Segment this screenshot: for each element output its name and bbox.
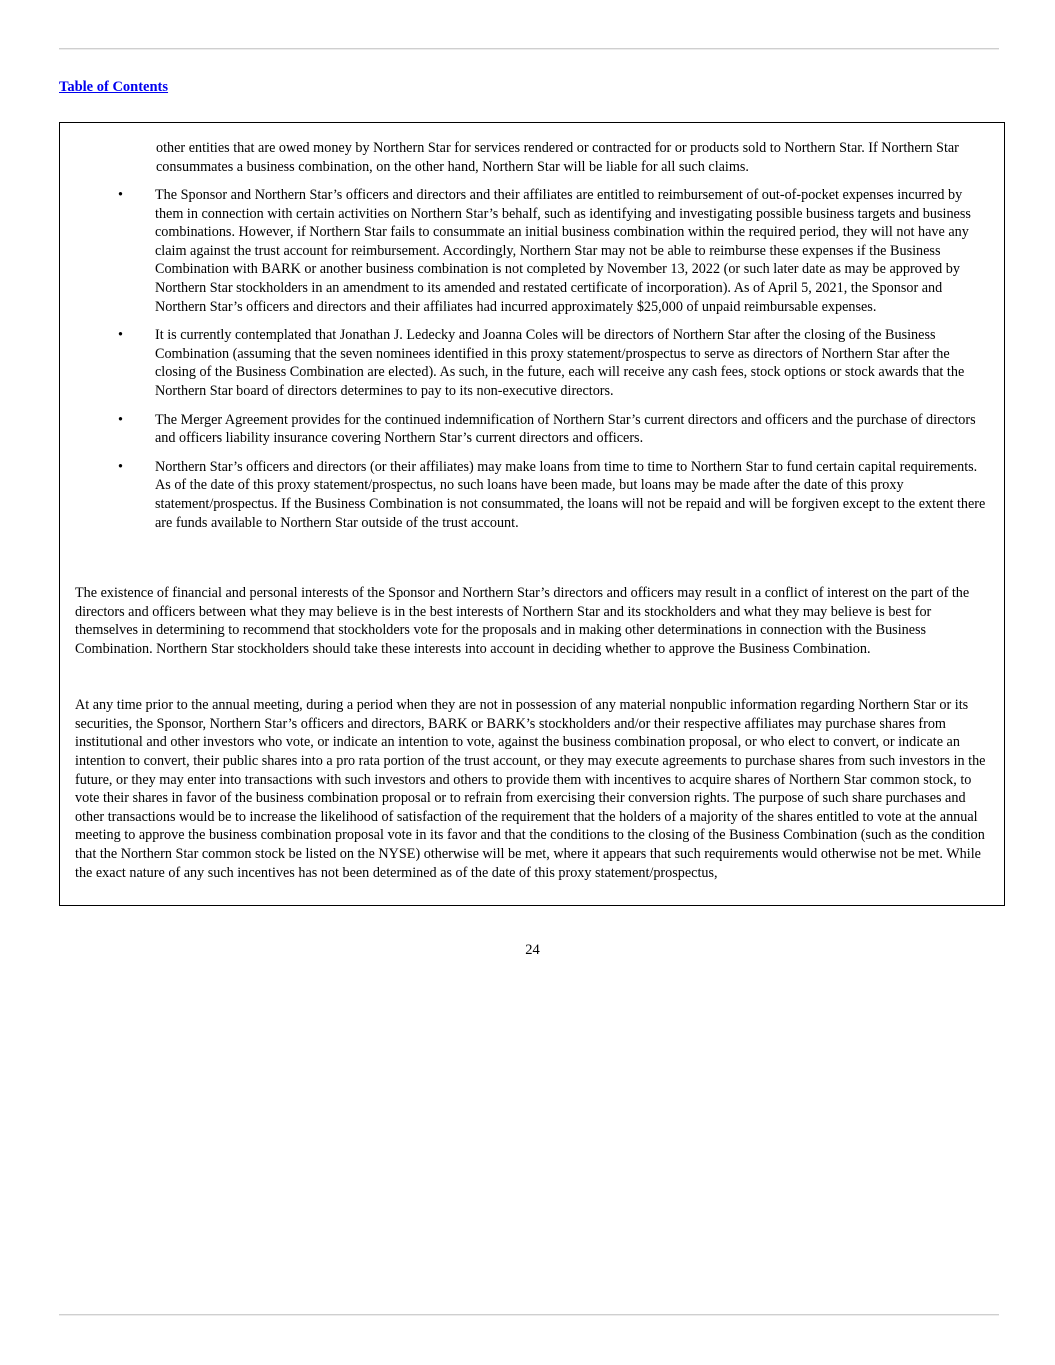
conflict-of-interest-paragraph: The existence of financial and personal interests of the Sponsor and Northern Star’s directors and officers may result in a conflict of interest on the part of the directors and officers between what they may believe is in the best interests of Northern Star and its stockholders and what they may believe is best for themselves in determining to recommend that stockholders vote for the proposals and in making other determinations in connection with the Business Combination. Northern Star stockholders should take these interests into account in deciding whether to approve the Business Combination. [75, 585, 970, 657]
footer-divider [59, 1314, 999, 1316]
list-item [60, 326, 1004, 400]
table-of-contents-link[interactable]: Table of Contents [59, 79, 169, 95]
list-item [60, 458, 1004, 532]
list-item [60, 411, 1004, 448]
share-purchase-paragraph: At any time prior to the annual meeting, during a period when they are not in possession of any material nonpublic information regarding Northern Star or its securities, the Sponsor, Northern Star’s officers and directors, BARK or BARK’s stockholders and/or their respective affiliates may purchase shares from institutional and other investors who vote, or indicate an intention to vote, against the business combination proposal, or who elect to convert, or indicate an intention to convert, their public shares into a pro rata portion of the trust account, or they may execute agreements to purchase shares from such investors in the future, or they may enter into transactions with such investors and others to provide them with incentives to acquire shares of Northern Star common stock, to vote their shares in favor of the business combination proposal or to refrain from exercising their conversion rights. The purpose of such share purchases and other transactions would be to increase the likelihood of satisfaction of the requirement that the holders of a majority of the shares entitled to vote at the annual meeting to approve the business combination proposal vote in its favor and that the conditions to the closing of the Business Combination (such as the condition that the Northern Star common stock be listed on the NYSE) otherwise will be met, where it appears that such requirements would otherwise not be met. While the exact nature of any such incentives has not been determined as of the date of this proxy statement/prospectus, [75, 697, 986, 881]
bullet-text: It is currently contemplated that Jonathan J. Ledecky and Joanna Coles will be directors of Northern Star after the closing of the Business Combination (assuming that the seven nominees identified in this proxy statement/prospectus to serve as directors of Northern Star after the closing of the Business Combination are elected). As such, in the future, each will receive any cash fees, stock options or stock awards that the Northern Star board of directors determines to pay to its non-executive directors. [155, 327, 965, 399]
bullet-icon: • [118, 458, 123, 475]
bullet-list [60, 186, 1004, 542]
bullet-text: The Sponsor and Northern Star’s officers and directors and their affiliates are entitled to reimbursement of out-of-pocket expenses incurred by them in connection with certain activities on Northern Star’s behalf, such as identifying and investigating possible business targets and business combinations. However, if Northern Star fails to consummate an initial business combination within the required period, they will not have any claim against the trust account for reimbursement. Accordingly, Northern Star may not be able to reimburse these expenses if the Business Combination with BARK or another business combination is not completed by November 13, 2022 (or such later date as may be approved by Northern Star stockholders in an amendment to its amended and restated certificate of incorporation). As of April 5, 2021, the Sponsor and Northern Star’s officers and directors and their affiliates had incurred approximately $25,000 of unpaid reimbursable expenses. [155, 187, 971, 315]
bullet-icon: • [118, 187, 123, 203]
list-item [60, 186, 1004, 316]
bullet-text: The Merger Agreement provides for the continued indemnification of Northern Star’s current directors and officers and the purchase of directors and officers liability insurance covering Northern Star’s current directors and officers. [155, 411, 976, 447]
header-divider [59, 48, 999, 50]
bullet-icon: • [118, 327, 123, 344]
continuation-text: other entities that are owed money by Northern Star for services rendered or contracted for or products sold to Northern Star. If Northern Star consummates a business combination, on the other hand, Northern Star will be liable for all such claims. [156, 140, 959, 175]
bullet-text: Northern Star’s officers and directors (or their affiliates) may make loans from time to time to Northern Star to fund certain capital requirements. As of the date of this proxy statement/prospectus, no such loans have been made, but loans may be made after the date of this proxy statement/prospectus. If the Business Combination is not consummated, the loans will not be repaid and will be forgiven except to the extent there are funds available to Northern Star outside of the trust account. [155, 458, 986, 531]
bullet-icon: • [118, 411, 123, 428]
content-box [59, 122, 1005, 906]
page-number: 24 [525, 942, 540, 958]
